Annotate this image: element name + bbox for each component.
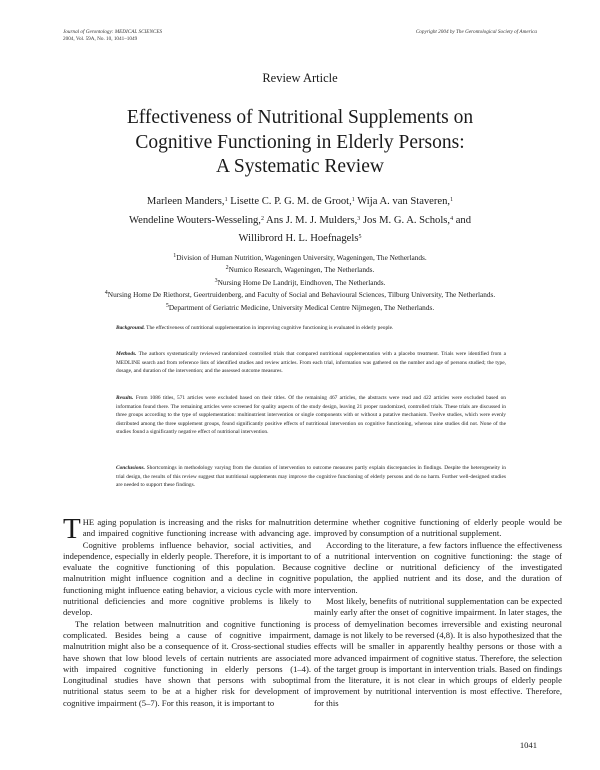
volume-info: 2004, Vol. 59A, No. 10, 1041–1049 bbox=[63, 35, 138, 42]
affiliation-sup: 2 bbox=[225, 265, 229, 272]
journal-header bbox=[63, 29, 303, 42]
affiliation-text: Department of Geriatric Medicine, University Medical Centre Nijmegen, The Netherlands. bbox=[168, 302, 435, 312]
body-paragraph: According to the literature, a few factors influence the effectiveness of a nutritional intervention on cognitive functioning: the stage of cognitive decline or nutritional deficiency of the investigated population, the applied nutrient and its dose, and the duration of intervention. bbox=[314, 539, 562, 595]
author-affil-sup: 1 bbox=[224, 197, 228, 203]
abstract-results-text: From 1086 titles, 571 articles were excluded based on their titles. Of the remaining 467 articles, the abstracts were read and 422 articles were excluded based on information found there. The remaining articles were screened for quality aspects of the study design, leaving 21 proper randomized, controlled trials. These trials are discussed in three groups according to the type of supplementation: multinutrient intervention or single components with or without a putative mechanism. Twelve studies, which were evenly distributed among the three supplement groups, found significantly positive effects of nutritional intervention on cognitive functioning, whereas nine studies did not. None of the studies found a significantly negative effect of nutritional intervention. bbox=[116, 395, 506, 435]
body-paragraph: determine whether cognitive functioning of elderly people would be improved by consumption of a nutritional supplement. bbox=[314, 517, 562, 539]
author-line-3 bbox=[70, 229, 530, 248]
affiliation-sup: 5 bbox=[165, 302, 169, 309]
author-line-1 bbox=[70, 192, 530, 211]
section-label: Review Article bbox=[262, 71, 338, 85]
author-conjunction: and bbox=[455, 214, 472, 226]
author-affil-sup: 5 bbox=[358, 234, 362, 241]
abstract-background-text: The effectiveness of nutritional supplementation in improving cognitive functioning is evaluated in elderly people. bbox=[146, 325, 394, 331]
affiliation-sup: 1 bbox=[173, 253, 177, 259]
abstract-conclusions bbox=[116, 464, 506, 490]
author-affil-sup: 3 bbox=[357, 215, 361, 222]
affiliation-sup: 3 bbox=[214, 277, 218, 284]
body-column-left bbox=[63, 513, 311, 709]
affiliation bbox=[20, 251, 580, 263]
title-line-1: Effectiveness of Nutritional Supplements on bbox=[126, 107, 474, 128]
article-title bbox=[60, 106, 540, 180]
abstract-conclusions-label: Conclusions. bbox=[116, 465, 145, 471]
abstract-methods-label: Methods. bbox=[116, 351, 137, 357]
body-paragraph bbox=[63, 513, 311, 619]
affiliation-text: Nursing Home De Landrijt, Eindhoven, The Netherlands. bbox=[217, 277, 386, 287]
drop-cap: T bbox=[63, 513, 81, 545]
copyright-notice: Copyright 2004 by The Gerontological Society of America bbox=[415, 29, 537, 35]
author-list bbox=[70, 192, 530, 248]
abstract-results bbox=[116, 394, 506, 437]
abstract-results-label: Results. bbox=[116, 395, 134, 401]
affiliation bbox=[20, 263, 580, 275]
journal-name: Journal of Gerontology: MEDICAL SCIENCES bbox=[63, 29, 163, 35]
body-column-right bbox=[314, 517, 562, 709]
author-name: Lisette C. P. G. M. de Groot, bbox=[230, 196, 352, 207]
affiliation-text: Numico Research, Wageningen, The Netherlands. bbox=[228, 265, 375, 275]
affiliation bbox=[20, 301, 580, 313]
author-affil-sup: 1 bbox=[351, 197, 355, 203]
affiliation-text: Nursing Home De Riethorst, Geertruidenberg, and Faculty of Social and Behavioural Sciences, Tilburg University, The Netherlands. bbox=[107, 290, 496, 300]
page-number: 1041 bbox=[519, 740, 537, 750]
title-line-2: Cognitive Functioning in Elderly Persons: bbox=[135, 131, 465, 153]
title-line-3: A Systematic Review bbox=[216, 156, 384, 177]
author-name: Marleen Manders, bbox=[146, 196, 225, 207]
author-name: Willibrord H. L. Hoefnagels bbox=[238, 233, 359, 245]
affiliation bbox=[20, 276, 580, 288]
affiliation-list bbox=[20, 251, 580, 313]
abstract-methods bbox=[116, 350, 506, 376]
author-affil-sup: 2 bbox=[260, 215, 264, 222]
abstract-background bbox=[116, 324, 506, 333]
abstract-methods-text: The authors systematically reviewed randomized controlled trials that compared nutritional supplementation with a placebo treatment. Trials were identified from a MEDLINE search and from reference lists of identified studies and review articles. From each trial, information was gathered on the number and age of persons studied; the type, dosage, and duration of the intervention; and the assessed outcome measures. bbox=[116, 351, 506, 374]
paragraph-text: HE aging population is increasing and the risks for malnutrition and impaired cognitive functioning increase with advancing age. Cognitive problems influence behavior, social activities, and independence, especially in elderly people. Therefore, it is important to evaluate the cognitive functioning of this population. Because malnutrition might influence cognition and a decline in cognitive functioning might influence eating behavior, a vicious cycle with more nutritional deficiencies and more cognitive problems is likely to develop. bbox=[63, 517, 311, 618]
author-name: Wendeline Wouters-Wesseling, bbox=[128, 214, 261, 226]
affiliation-sup: 4 bbox=[104, 290, 108, 297]
body-paragraph: The relation between malnutrition and cognitive functioning is complicated. Besides being a cause of cognitive impairment, malnutrition might also be a consequence of it. Cross-sectional studies have shown that low blood levels of certain nutrients are associated with impaired cognitive functioning in elderly persons (1–4). Longitudinal studies have shown that persons with suboptimal nutritional status seem to be at a higher risk for development of cognitive impairment (5–7). For this reason, it is important to bbox=[63, 618, 311, 708]
affiliation bbox=[20, 288, 580, 300]
author-name: Jos M. G. A. Schols, bbox=[362, 214, 451, 226]
affiliation-text: Division of Human Nutrition, Wageningen University, Wageningen, The Netherlands. bbox=[176, 253, 427, 262]
author-line-2 bbox=[70, 211, 530, 230]
author-name: Wija A. van Staveren, bbox=[357, 196, 451, 207]
abstract-background-label: Background. bbox=[116, 325, 145, 331]
author-name: Ans J. M. J. Mulders, bbox=[266, 214, 358, 226]
body-paragraph: Most likely, benefits of nutritional supplementation can be expected mainly early after the onset of cognitive impairment. In later stages, the process of demyelination becomes irreversible and existing neuronal damage is not likely to be reversed (4,8). It is also hypothesized that the effects will be smaller in apparently healthy persons or those with a more advanced impairment of cognitive status. Therefore, the selection of the target group is important in intervention trials. Based on findings from the literature, it is not clear in which groups of elderly people improvement by nutritional intervention is most effective. Therefore, for this bbox=[314, 596, 562, 708]
abstract-conclusions-text: Shortcomings in methodology varying from the duration of intervention to outcome measures partly explain discrepancies in findings. Despite the heterogeneity in trial design, the results of this review suggest that nutritional supplements may improve the cognitive functioning of elderly persons and do no harm. Further well-designed studies are needed to support these findings. bbox=[116, 465, 506, 488]
author-affil-sup: 4 bbox=[450, 215, 454, 222]
author-affil-sup: 1 bbox=[450, 197, 454, 203]
